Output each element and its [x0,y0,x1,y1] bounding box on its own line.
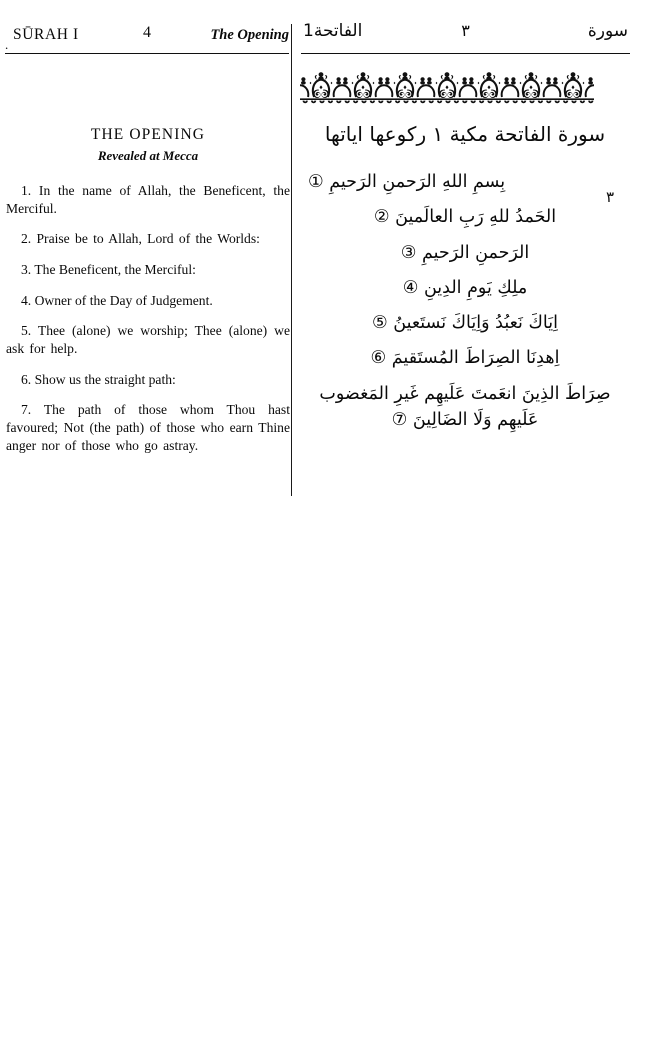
basmala-side-marginal-mark: ٣ [606,188,615,206]
english-verse-7: 7. The path of those whom Thou hast favoured; Not (the path) of those who earn Thine anger nor of those who go astray. [6,402,290,453]
arabic-verse-2: الحَمدُ للهِ رَبِ العالَمينَ ② [373,207,557,228]
header-left-group [5,26,289,50]
ornament-unit [552,71,594,105]
page-edge-mark: . [5,37,9,52]
header-surah-title-english: The Opening [210,27,289,43]
header-arabic-surah-word: سورة [587,21,628,41]
ornament-unit [342,71,384,105]
arabic-verse-5: اِيَاكَ نَعبُدُ وَاِيَاكَ نَستَعينُ ⑤ [372,313,558,333]
header-surah-label: SŪRAH I [13,26,79,43]
arabic-verse-7-line-2: عَلَيهِم وَلَا الضَالِينَ ⑦ [391,409,539,430]
page-header [0,0,652,60]
ornament-unit [300,71,342,105]
english-verse-2: 2. Praise be to Allah, Lord of the Worlds: [21,231,260,247]
arabic-text-column [300,122,630,433]
arabic-verse-1: بِسمِ اللهِ الرَحمنِ الرَحيمِ ① [308,172,506,192]
arabic-verse-7-line-1: صِرَاطَ الذِينَ انعَمتَ عَلَيهِم غَيرِ المَغضوب [319,383,611,404]
ornament-unit [384,71,426,105]
english-surah-title: THE OPENING [90,126,206,143]
english-verse-5: 5. Thee (alone) we worship; Thee (alone) we ask for help. [6,323,290,357]
english-verse-1: 1. In the name of Allah, the Beneficent, the Merciful. [6,183,290,216]
arabic-surah-title-line: سورة الفاتحة مكية ١ ركوعها اياتها [324,122,606,146]
header-page-number: 4 [143,24,151,41]
arabic-verse-6: اِهدِنَا الصِرَاطَ المُستَقيمَ ⑥ [370,348,560,369]
ornament-unit [468,71,510,105]
arabic-verse-3: الرَحمنِ الرَحيمِ ③ [400,242,530,263]
english-verse-6: 6. Show us the straight path: [21,371,176,387]
header-arabic-page-number: ٣ [461,21,470,40]
ornament-unit [510,71,552,105]
arabic-verse-7 [300,381,630,434]
header-right-group-arabic [301,22,630,50]
column-divider [291,24,292,496]
header-arabic-surah-name: الفاتحة1 [303,21,363,41]
ornament-unit [426,71,468,105]
english-verse-4: 4. Owner of the Day of Judgement. [21,292,213,308]
header-rule-right [301,53,630,54]
english-verse-3: 3. The Beneficent, the Merciful: [21,262,196,278]
header-rule-left [5,53,289,54]
arabic-verse-4: ملِكِ يَومِ الدِينِ ④ [402,277,528,298]
english-translation-column [6,126,290,454]
english-revelation-place: Revealed at Mecca [97,148,199,163]
arabesque-border-ornament-icon [300,71,594,105]
